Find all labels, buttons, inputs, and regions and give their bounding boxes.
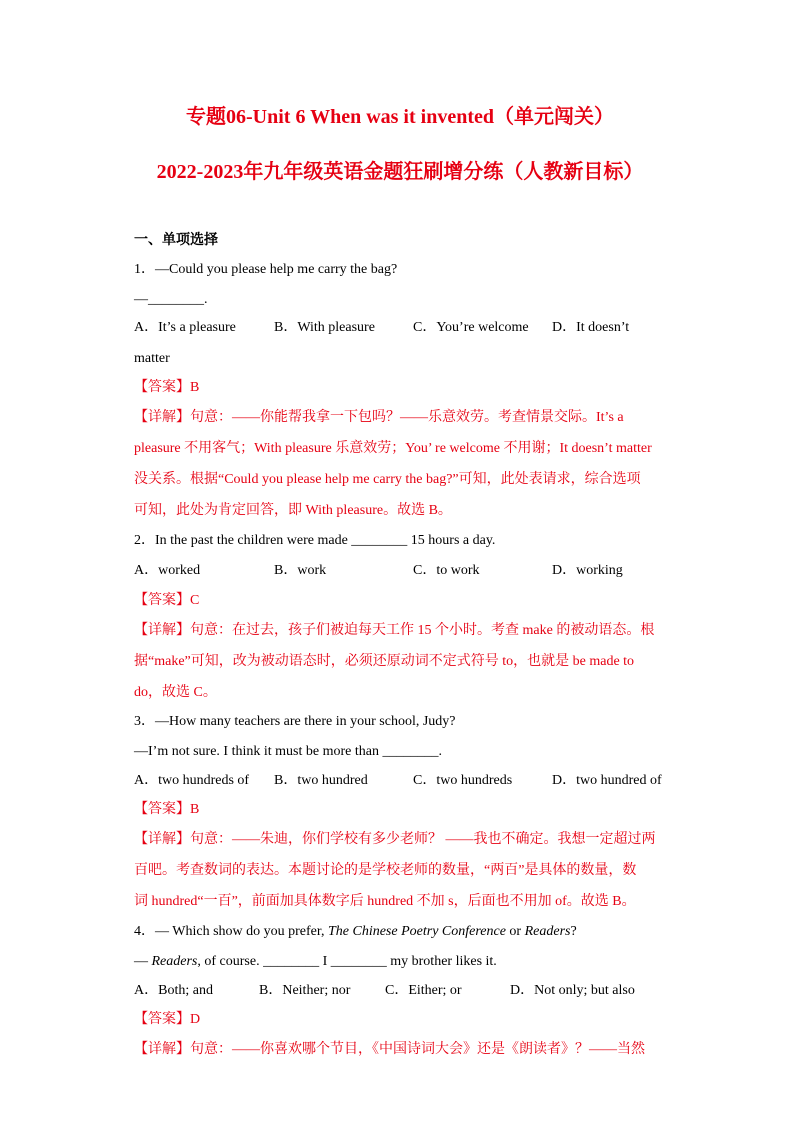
option-c: C．two hundreds [413,773,513,788]
question-3-explain-line: 【详解】句意：——朱迪，你们学校有多少老师？ ——我也不确定。我想一定超过两 [134,832,656,847]
option-a: A．two hundreds of [134,773,250,788]
show-title: The Chinese Poetry Conference [327,924,506,939]
option-a: A．Both; and [134,983,213,998]
option-c: C．You’re welcome [413,320,529,335]
question-4-reply: — Readers, of course. ________ I ________ my brother likes it. [134,954,497,969]
option-b: B．Neither; nor [259,983,351,998]
show-title: Readers [151,954,198,969]
question-4-options [134,982,674,1000]
question-1-explain-line: 可知，此处为肯定回答，即 With pleasure。故选 B。 [134,503,452,518]
question-2-explain-line: do，故选 C。 [134,685,217,700]
question-3-stem: 3．—How many teachers are there in your school, Judy? [134,714,456,729]
question-2-stem: 2．In the past the children were made ________ 15 hours a day. [134,533,496,548]
question-3-explain-line: 词 hundred“一百”，前面加具体数字后 hundred 不加 s，后面也不用加 of。故选 B。 [134,894,636,909]
question-3-options [134,772,674,790]
question-2-explain-line: 据“make”可知，改为被动语态时，必须还原动词不定式符号 to，也就是 be made to [134,654,635,669]
question-2-answer: 【答案】C [134,593,200,608]
question-4-explain-line: 【详解】句意：——你喜欢哪个节目，《中国诗词大会》还是《朗读者》？——当然 [134,1042,645,1057]
document-subtitle: 2022-2023年九年级英语金题狂刷增分练（人教新目标） [156,161,644,183]
question-4-answer: 【答案】D [134,1012,201,1027]
option-b: B．two hundred [274,773,368,788]
option-c: C．to work [413,563,480,578]
question-1-explain-line: 【详解】句意：——你能帮我拿一下包吗？——乐意效劳。考查情景交际。It’s a [134,410,624,425]
question-3-reply: —I’m not sure. I think it must be more than ________. [134,744,442,759]
question-1-blank: —________. [134,292,208,307]
question-2-explain-line: 【详解】句意：在过去，孩子们被迫每天工作 15 个小时。考查 make 的被动语态。根 [134,623,655,638]
question-1-options [134,319,674,337]
option-a: A．worked [134,563,201,578]
question-4-stem: 4．— Which show do you prefer, The Chinese Poetry Conference or Readers? [134,924,577,939]
option-b: B．work [274,563,327,578]
option-c: C．Either; or [385,983,462,998]
option-a: A．It’s a pleasure [134,320,236,335]
section-heading: 一、单项选择 [134,233,218,248]
option-b: B．With pleasure [274,320,375,335]
question-3-answer: 【答案】B [134,802,200,817]
document-title: 专题06-Unit 6 When was it invented（单元闯关） [186,106,614,128]
question-1-stem: 1．—Could you please help me carry the bag? [134,262,398,277]
question-1-explain-line: 没关系。根据“Could you please help me carry the bag?”可知，此处表请求，综合选项 [134,472,641,487]
show-title: Readers [524,924,571,939]
question-1-answer: 【答案】B [134,380,200,395]
option-d: D．Not only; but also [510,983,635,998]
option-d: D．It doesn’t [552,320,630,335]
question-2-options [134,562,674,580]
option-d: D．working [552,563,623,578]
question-3-explain-line: 百吧。考查数词的表达。本题讨论的是学校老师的数量，“两百”是具体的数量，数 [134,863,637,878]
option-d: D．two hundred of [552,773,662,788]
question-1-option-wrap: matter [134,351,170,366]
question-1-explain-line: pleasure 不用客气；With pleasure 乐意效劳；You’ re welcome 不用谢；It doesn’t matter [134,441,652,456]
